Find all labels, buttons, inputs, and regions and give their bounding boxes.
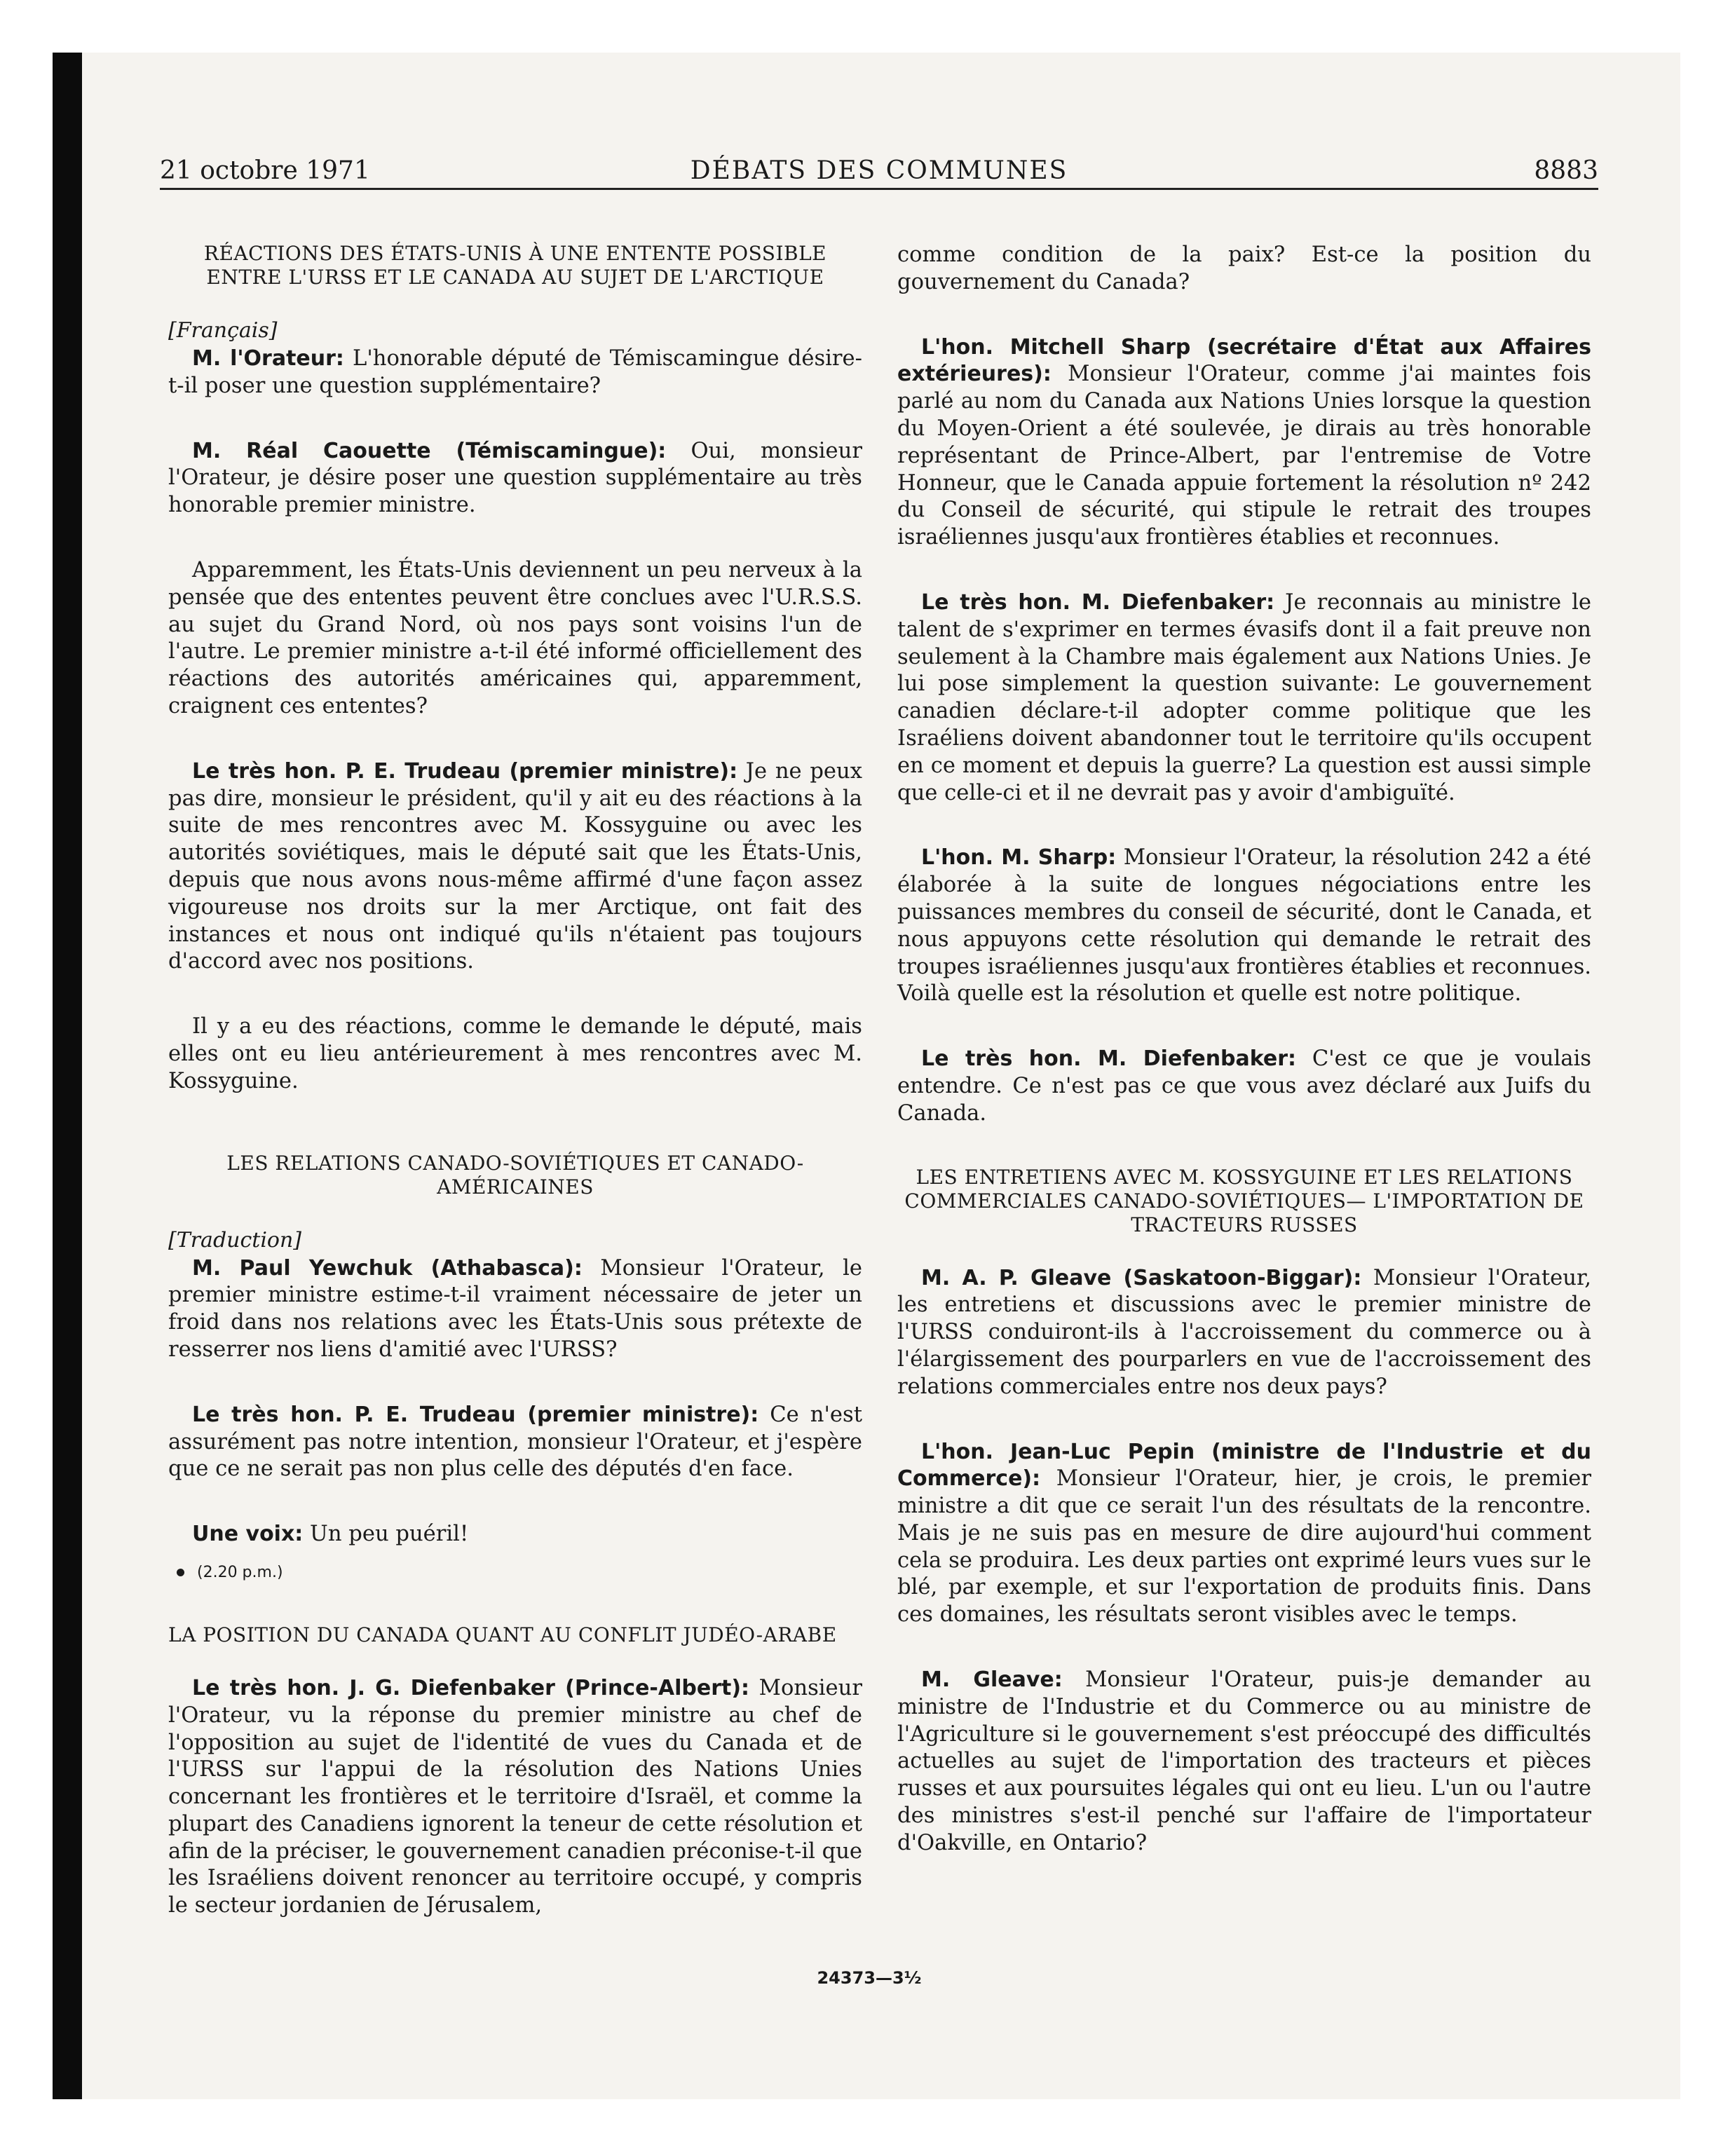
paragraph-text: Oui, monsieur l'Orateur, je désire poser une question supplémentaire au très honorable premier ministre.: [168, 438, 862, 518]
paragraph-text: L'honorable député de Témiscamingue désire-t-il poser une question supplémentaire?: [168, 346, 863, 398]
time-text: (2.20 p.m.): [197, 1563, 283, 1581]
paragraph: [897, 1439, 1591, 1630]
paragraph: [168, 1014, 862, 1095]
section-heading: LA POSITION DU CANADA QUANT AU CONFLIT JUDÉO-ARABE: [168, 1623, 837, 1646]
paragraph: [897, 589, 1591, 807]
language-note: [Français]: [168, 318, 278, 343]
bullet-icon: [177, 1569, 184, 1576]
paragraph: [168, 557, 862, 721]
page-number: 8883: [1534, 156, 1598, 185]
paragraph: [168, 1675, 862, 1920]
paragraph: [897, 1667, 1591, 1857]
paragraph: [897, 242, 1591, 296]
paragraph-text: Je reconnais au ministre le talent de s'exprimer en termes évasifs dont il a fait preuve non seulement à la Chambre mais également aux Nations Unies. Je lui pose simplement la question suivante: Le gouvernement canadien déclare-t-il adopter comme politique que les Israéliens doivent abandonner tout le territoire qu'ils occupent en ce moment et depuis la guerre? La question est aussi simple que celle-ci et il ne devrait pas y avoir d'ambiguïté.: [897, 589, 1591, 805]
paragraph-text: Monsieur l'Orateur, hier, je crois, le premier ministre a dit que ce serait l'un des résultats de la rencontre. Mais je ne suis pas en mesure de dire aujourd'hui comment cela se produira. Les deux parties ont exprimé leurs vues sur le blé, par exemple, et sur l'exportation de produits finis. Dans ces domaines, les résultats seront visibles avec le temps.: [897, 1466, 1591, 1628]
section-heading: RÉACTIONS DES ÉTATS-UNIS À UNE ENTENTE POSSIBLE ENTRE L'URSS ET LE CANADA AU SUJET DE L'ARCTIQUE: [203, 242, 827, 289]
paragraph-text: Un peu puéril!: [303, 1522, 469, 1547]
paragraph-text: Monsieur l'Orateur, comme j'ai maintes fois parlé au nom du Canada aux Nations Unies lorsque la question du Moyen-Orient a été soulevée, je dirais au très honorable représentant de Prince-Albert, par l'entremise de Votre Honneur, que le Canada appuie fortement la résolution nº 242 du Conseil de sécurité, qui stipule le retrait des troupes israéliennes jusqu'aux frontières établies et reconnues.: [897, 362, 1591, 550]
paragraph: [897, 334, 1591, 552]
paragraph-text: Monsieur l'Orateur, la résolution 242 a été élaborée à la suite de longues négociations entre les puissances membres du conseil de sécurité, dont le Canada, et nous appuyons cette résolution qui demande le retrait des troupes israéliennes jusqu'aux frontières établies et reconnues. Voilà quelle est la résolution et quelle est notre politique.: [897, 845, 1592, 1007]
paragraph: [168, 1402, 862, 1483]
scan-left-edge: [53, 53, 82, 2099]
paragraph: [168, 1255, 862, 1364]
paragraph-text: comme condition de la paix? Est-ce la position du gouvernement du Canada?: [897, 243, 1591, 294]
paragraph-text: C'est ce que je voulais entendre. Ce n'est pas ce que vous avez déclaré aux Juifs du Canada.: [897, 1046, 1592, 1126]
speaker-name: L'hon. Mitchell Sharp (secrétaire d'État aux Affaires extérieures):: [897, 334, 1591, 387]
paragraph: [168, 346, 862, 400]
speaker-name: Le très hon. M. Diefenbaker:: [921, 1046, 1297, 1072]
paragraph-text: Je ne peux pas dire, monsieur le président, qu'il y ait eu des réactions à la suite de mes rencontres avec M. Kossyguine ou avec les autorités soviétiques, mais le député sait que les États-Unis, depuis que nous avons nous-même affirmé d'une façon assez vigoureuse nos droits sur la mer Arctique, ont fait des instances et nous ont indiqué qu'ils n'étaient pas toujours d'accord avec nos positions.: [168, 758, 862, 974]
header-title: DÉBATS DES COMMUNES: [690, 156, 1068, 185]
paragraph: [168, 758, 862, 976]
section-heading: LES ENTRETIENS AVEC M. KOSSYGUINE ET LES RELATIONS COMMERCIALES CANADO-SOVIÉTIQUES— L'IMPORTATION DE TRACTEURS RUSSES: [904, 1165, 1584, 1236]
paragraph: [168, 438, 862, 519]
paragraph-text: Ce n'est assurément pas notre intention, monsieur l'Orateur, et j'espère que ce ne serait pas non plus celle des députés d'en face.: [168, 1402, 862, 1482]
page-header: [160, 151, 1598, 190]
right-column: [897, 242, 1591, 1895]
speaker-name: Une voix:: [192, 1522, 304, 1547]
language-note: [Traduction]: [168, 1227, 302, 1253]
speaker-name: Le très hon. P. E. Trudeau (premier ministre):: [192, 758, 738, 784]
header-date: 21 octobre 1971: [160, 156, 370, 185]
paragraph-text: Monsieur l'Orateur, vu la réponse du premier ministre au chef de l'opposition au sujet de l'identité de vues du Canada et de l'URSS sur l'appui de la résolution des Nations Unies concernant les frontières et le territoire d'Israël, et comme la plupart des Canadiens ignorent la teneur de cette résolution et afin de la préciser, le gouvernement canadien préconise-t-il que les Israéliens doivent renoncer au territoire occupé, y compris le secteur jordanien de Jérusalem,: [168, 1675, 863, 1918]
paragraph-text: Monsieur l'Orateur, les entretiens et discussions avec le premier ministre de l'URSS conduiront-ils à l'accroissement du commerce ou à l'élargissement des pourparlers en vue de l'accroissement des relations commerciales entre nos deux pays?: [897, 1265, 1591, 1399]
paragraph: [897, 1046, 1591, 1127]
speaker-name: M. A. P. Gleave (Saskatoon-Biggar):: [921, 1265, 1362, 1290]
paragraph: [168, 1521, 862, 1548]
paragraph: [897, 1265, 1591, 1401]
paragraph-text: Il y a eu des réactions, comme le demande le député, mais elles ont eu lieu antérieurement à mes rencontres avec M. Kossyguine.: [168, 1014, 862, 1093]
speaker-name: M. Réal Caouette (Témiscamingue):: [192, 438, 667, 463]
speaker-name: L'hon. Jean-Luc Pepin (ministre de l'Industrie et du Commerce):: [897, 1439, 1591, 1492]
paragraph-text: Monsieur l'Orateur, le premier ministre estime-t-il vraiment nécessaire de jeter un froid dans nos relations avec les États-Unis sous prétexte de resserrer nos liens d'amitié avec l'URSS?: [168, 1255, 862, 1362]
speaker-name: M. Paul Yewchuk (Athabasca):: [192, 1255, 583, 1281]
section-heading: LES RELATIONS CANADO-SOVIÉTIQUES ET CANADO-AMÉRICAINES: [226, 1151, 804, 1199]
paragraph: [897, 845, 1591, 1008]
speaker-name: Le très hon. M. Diefenbaker:: [921, 589, 1275, 615]
printer-signature: 24373—3½: [817, 1968, 922, 1988]
speaker-name: M. l'Orateur:: [192, 346, 344, 371]
paragraph-text: Monsieur l'Orateur, puis-je demander au ministre de l'Industrie et du Commerce ou au ministre de l'Agriculture si le gouvernement s'est préoccupé des difficultés actuelles au sujet de l'importation des tracteurs et pièces russes et aux poursuites légales qui ont eu lieu. L'un ou l'autre des ministres s'est-il penché sur l'affaire de l'importateur d'Oakville, en Ontario?: [897, 1667, 1592, 1855]
speaker-name: Le très hon. P. E. Trudeau (premier ministre):: [192, 1402, 759, 1427]
time-stamp: [177, 1564, 862, 1581]
left-column: [168, 242, 862, 1958]
speaker-name: M. Gleave:: [921, 1667, 1063, 1693]
paragraph-text: Apparemment, les États-Unis deviennent un peu nerveux à la pensée que des ententes peuvent être conclues avec l'U.R.S.S. au sujet du Grand Nord, où nos pays sont voisins l'un de l'autre. Le premier ministre a-t-il été informé officiellement des réactions des autorités américaines qui, apparemment, craignent ces ententes?: [168, 557, 862, 718]
speaker-name: Le très hon. J. G. Diefenbaker (Prince-Albert):: [192, 1675, 750, 1700]
speaker-name: L'hon. M. Sharp:: [921, 845, 1117, 871]
